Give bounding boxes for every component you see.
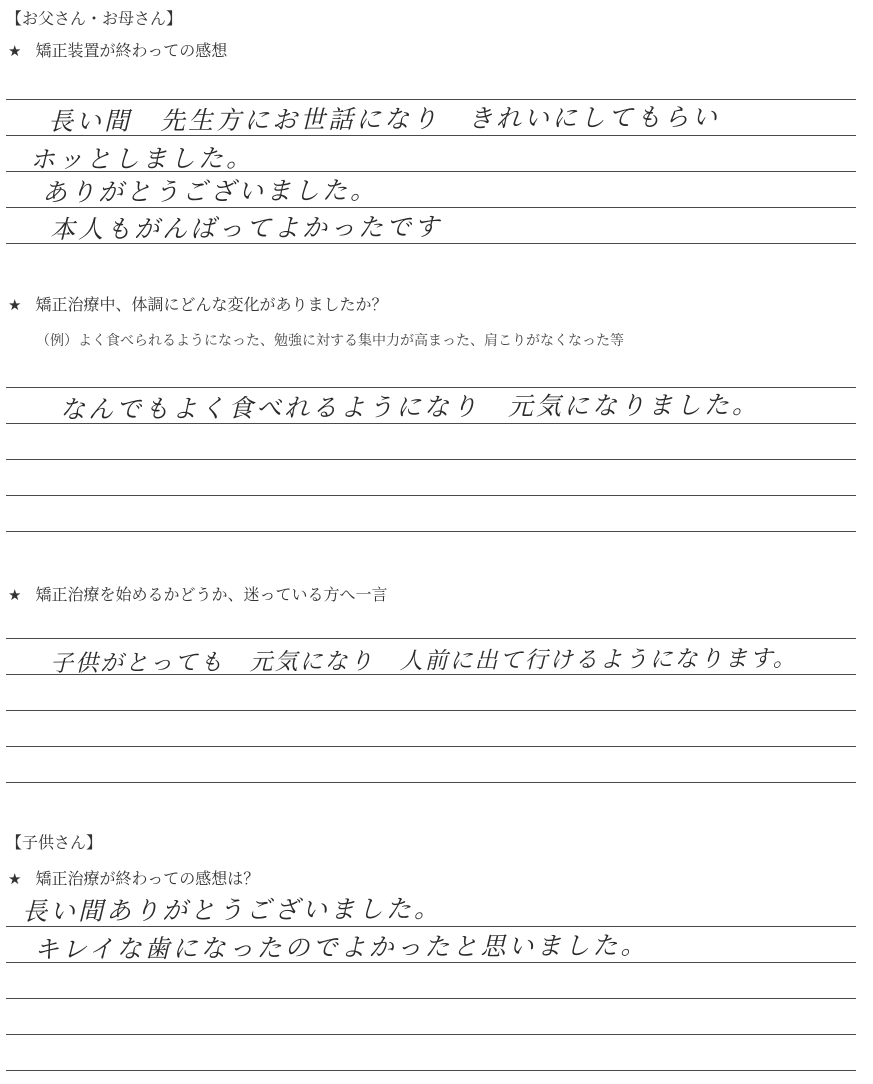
- answer-line: [6, 1070, 856, 1071]
- section-header-parents: 【お父さん・お母さん】: [6, 9, 183, 28]
- star-icon: ★: [8, 42, 22, 60]
- handwritten-answer: キレイな歯になったのでよかったと思いました。: [33, 930, 649, 964]
- handwritten-answer: なんでもよく食べれるようになり 元気になりました。: [59, 390, 761, 424]
- handwritten-answer: ありがとうございました。: [41, 175, 379, 207]
- handwritten-answer: ホッとしました。: [29, 143, 255, 174]
- handwritten-answer: 長い間ありがとうございました。: [21, 894, 443, 926]
- question-1: [8, 38, 227, 61]
- question-text: 矯正治療を始めるかどうか、迷っている方へ一言: [35, 585, 388, 604]
- question-2: [8, 292, 387, 315]
- answer-line: [6, 459, 856, 460]
- question-text: 矯正治療が終わっての感想は？: [35, 869, 260, 888]
- question-text: 矯正装置が終わっての感想: [35, 41, 228, 60]
- question-3: [8, 582, 387, 605]
- handwritten-answer: 本人もがんばってよかったです: [49, 212, 443, 244]
- answer-line: [6, 1034, 856, 1035]
- answer-line: [6, 638, 856, 639]
- star-icon: ★: [8, 586, 22, 604]
- answer-line: [6, 495, 856, 496]
- question-text: 矯正治療中、体調にどんな変化がありましたか？: [35, 295, 388, 314]
- star-icon: ★: [8, 870, 22, 888]
- question-4: [8, 866, 259, 889]
- answer-line: [6, 782, 856, 783]
- handwritten-answer: 子供がとっても 元気になり 人前に出て行けるようになります。: [49, 645, 798, 677]
- section-header-children: 【子供さん】: [6, 833, 103, 852]
- handwritten-answer: 長い間 先生方にお世話になり きれいにしてもらい: [47, 102, 721, 136]
- answer-line: [6, 531, 856, 532]
- answer-line: [6, 746, 856, 747]
- answer-line: [6, 998, 856, 999]
- answer-line: [6, 710, 856, 711]
- star-icon: ★: [8, 296, 22, 314]
- question-example: （例）よく食べられるようになった、勉強に対する集中力が高まった、肩こりがなくなった等: [36, 333, 624, 349]
